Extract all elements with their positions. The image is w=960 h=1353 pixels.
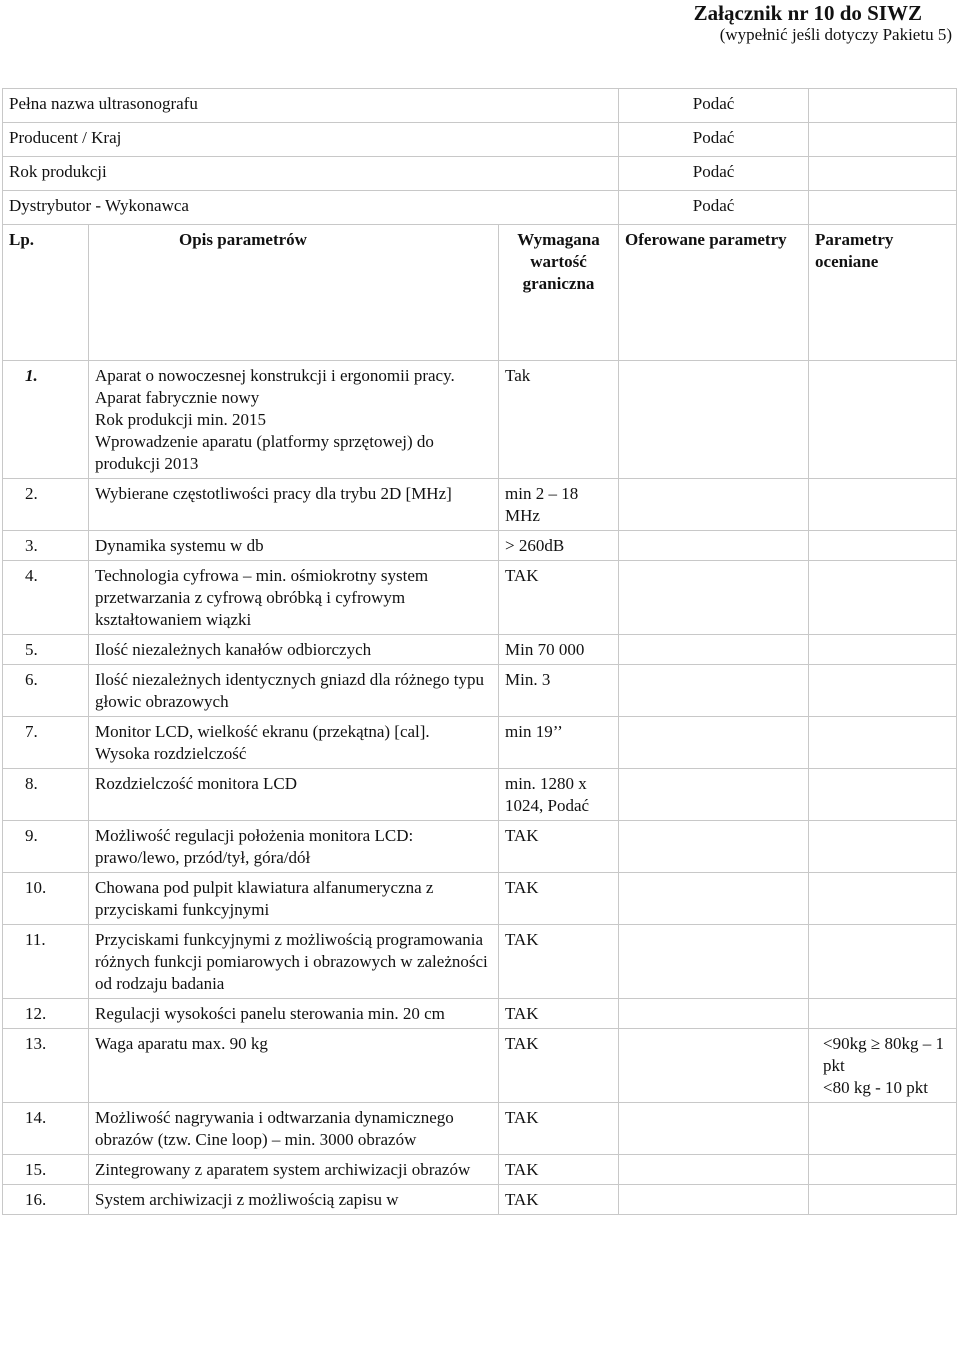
row-description: Ilość niezależnych identycznych gniazd dla różnego typu głowic obrazowych (89, 665, 499, 717)
row-evaluated (809, 531, 957, 561)
col-header-required: Wymagana wartość graniczna (499, 225, 619, 361)
row-evaluated (809, 479, 957, 531)
table-row (3, 717, 957, 769)
info-eval-empty (809, 89, 957, 123)
info-label: Dystrybutor - Wykonawca (3, 191, 619, 225)
table-row (3, 1185, 957, 1215)
row-number: 7. (3, 717, 89, 769)
row-description: Ilość niezależnych kanałów odbiorczych (89, 635, 499, 665)
row-description: Wybierane częstotliwości pracy dla trybu 2D [MHz] (89, 479, 499, 531)
row-description: Technologia cyfrowa – min. ośmiokrotny system przetwarzania z cyfrową obróbką i cyfrowym kształtowaniem wiązki (89, 561, 499, 635)
col-header-evaluated: Parametry oceniane (809, 225, 957, 361)
row-description: Monitor LCD, wielkość ekranu (przekątna) [cal]. Wysoka rozdzielczość (89, 717, 499, 769)
info-value: Podać (619, 157, 809, 191)
row-required-value: TAK (499, 1103, 619, 1155)
row-offered-empty (619, 821, 809, 873)
row-description: Przyciskami funkcyjnymi z możliwością programowania różnych funkcji pomiarowych i obrazowych w zależności od rodzaju badania (89, 925, 499, 999)
row-evaluated (809, 717, 957, 769)
row-number: 16. (3, 1185, 89, 1215)
row-number: 1. (3, 361, 89, 479)
row-number: 9. (3, 821, 89, 873)
info-eval-empty (809, 123, 957, 157)
info-eval-empty (809, 157, 957, 191)
row-offered-empty (619, 665, 809, 717)
row-number: 13. (3, 1029, 89, 1103)
row-number: 8. (3, 769, 89, 821)
row-required-value: TAK (499, 1185, 619, 1215)
row-offered-empty (619, 635, 809, 665)
row-description: Aparat o nowoczesnej konstrukcji i ergonomii pracy. Aparat fabrycznie nowy Rok produkcji min. 2015 Wprowadzenie aparatu (platformy sprzętowej) do produkcji 2013 (89, 361, 499, 479)
row-description: Chowana pod pulpit klawiatura alfanumeryczna z przyciskami funkcyjnymi (89, 873, 499, 925)
row-offered-empty (619, 361, 809, 479)
info-label: Pełna nazwa ultrasonografu (3, 89, 619, 123)
info-row (3, 157, 957, 191)
spec-table (2, 88, 957, 1215)
col-header-offered: Oferowane parametry (619, 225, 809, 361)
row-evaluated: <90kg ≥ 80kg – 1 pkt <80 kg - 10 pkt (809, 1029, 957, 1103)
row-evaluated (809, 821, 957, 873)
info-row (3, 123, 957, 157)
info-value: Podać (619, 123, 809, 157)
table-row (3, 821, 957, 873)
row-required-value: min 2 – 18 MHz (499, 479, 619, 531)
table-row (3, 665, 957, 717)
table-row (3, 769, 957, 821)
info-row (3, 191, 957, 225)
row-description: Waga aparatu max. 90 kg (89, 1029, 499, 1103)
info-row (3, 89, 957, 123)
table-row (3, 1155, 957, 1185)
row-number: 15. (3, 1155, 89, 1185)
row-offered-empty (619, 925, 809, 999)
row-required-value: TAK (499, 821, 619, 873)
row-required-value: min. 1280 x 1024, Podać (499, 769, 619, 821)
table-row (3, 873, 957, 925)
row-evaluated (809, 361, 957, 479)
table-row (3, 479, 957, 531)
row-number: 2. (3, 479, 89, 531)
row-required-value: TAK (499, 925, 619, 999)
row-required-value: TAK (499, 1155, 619, 1185)
row-evaluated (809, 665, 957, 717)
row-required-value: Tak (499, 361, 619, 479)
info-label: Producent / Kraj (3, 123, 619, 157)
row-description: Możliwość nagrywania i odtwarzania dynamicznego obrazów (tzw. Cine loop) – min. 3000 obrazów (89, 1103, 499, 1155)
row-number: 10. (3, 873, 89, 925)
row-required-value: TAK (499, 561, 619, 635)
row-required-value: > 260dB (499, 531, 619, 561)
table-row (3, 531, 957, 561)
row-required-value: TAK (499, 999, 619, 1029)
row-number: 6. (3, 665, 89, 717)
row-offered-empty (619, 999, 809, 1029)
table-row (3, 361, 957, 479)
table-row (3, 635, 957, 665)
row-description: Zintegrowany z aparatem system archiwizacji obrazów (89, 1155, 499, 1185)
row-required-value: min 19’’ (499, 717, 619, 769)
info-eval-empty (809, 191, 957, 225)
row-number: 5. (3, 635, 89, 665)
row-evaluated (809, 1185, 957, 1215)
row-number: 14. (3, 1103, 89, 1155)
row-offered-empty (619, 769, 809, 821)
row-evaluated (809, 1155, 957, 1185)
info-label: Rok produkcji (3, 157, 619, 191)
row-evaluated (809, 635, 957, 665)
info-value: Podać (619, 89, 809, 123)
row-description: Rozdzielczość monitora LCD (89, 769, 499, 821)
table-row (3, 1029, 957, 1103)
table-row (3, 999, 957, 1029)
row-evaluated (809, 873, 957, 925)
document-subtitle: (wypełnić jeśli dotyczy Pakietu 5) (719, 25, 952, 44)
row-description: Możliwość regulacji położenia monitora LCD: prawo/lewo, przód/tył, góra/dół (89, 821, 499, 873)
table-row (3, 925, 957, 999)
row-evaluated (809, 769, 957, 821)
row-evaluated (809, 925, 957, 999)
table-row (3, 1103, 957, 1155)
column-header-row (3, 225, 957, 361)
row-number: 11. (3, 925, 89, 999)
row-offered-empty (619, 717, 809, 769)
row-number: 4. (3, 561, 89, 635)
col-header-lp: Lp. (3, 225, 89, 361)
row-description: Dynamika systemu w db (89, 531, 499, 561)
row-required-value: Min. 3 (499, 665, 619, 717)
row-offered-empty (619, 873, 809, 925)
row-required-value: TAK (499, 1029, 619, 1103)
row-required-value: Min 70 000 (499, 635, 619, 665)
row-offered-empty (619, 479, 809, 531)
row-number: 3. (3, 531, 89, 561)
row-offered-empty (619, 531, 809, 561)
col-header-desc: Opis parametrów (89, 225, 499, 361)
row-offered-empty (619, 1103, 809, 1155)
row-required-value: TAK (499, 873, 619, 925)
info-value: Podać (619, 191, 809, 225)
row-offered-empty (619, 1029, 809, 1103)
row-evaluated (809, 999, 957, 1029)
row-evaluated (809, 1103, 957, 1155)
row-number: 12. (3, 999, 89, 1029)
row-evaluated (809, 561, 957, 635)
table-row (3, 561, 957, 635)
row-offered-empty (619, 561, 809, 635)
row-offered-empty (619, 1155, 809, 1185)
row-description: Regulacji wysokości panelu sterowania min. 20 cm (89, 999, 499, 1029)
row-offered-empty (619, 1185, 809, 1215)
document-title: Załącznik nr 10 do SIWZ (693, 1, 922, 25)
row-description: System archiwizacji z możliwością zapisu w (89, 1185, 499, 1215)
